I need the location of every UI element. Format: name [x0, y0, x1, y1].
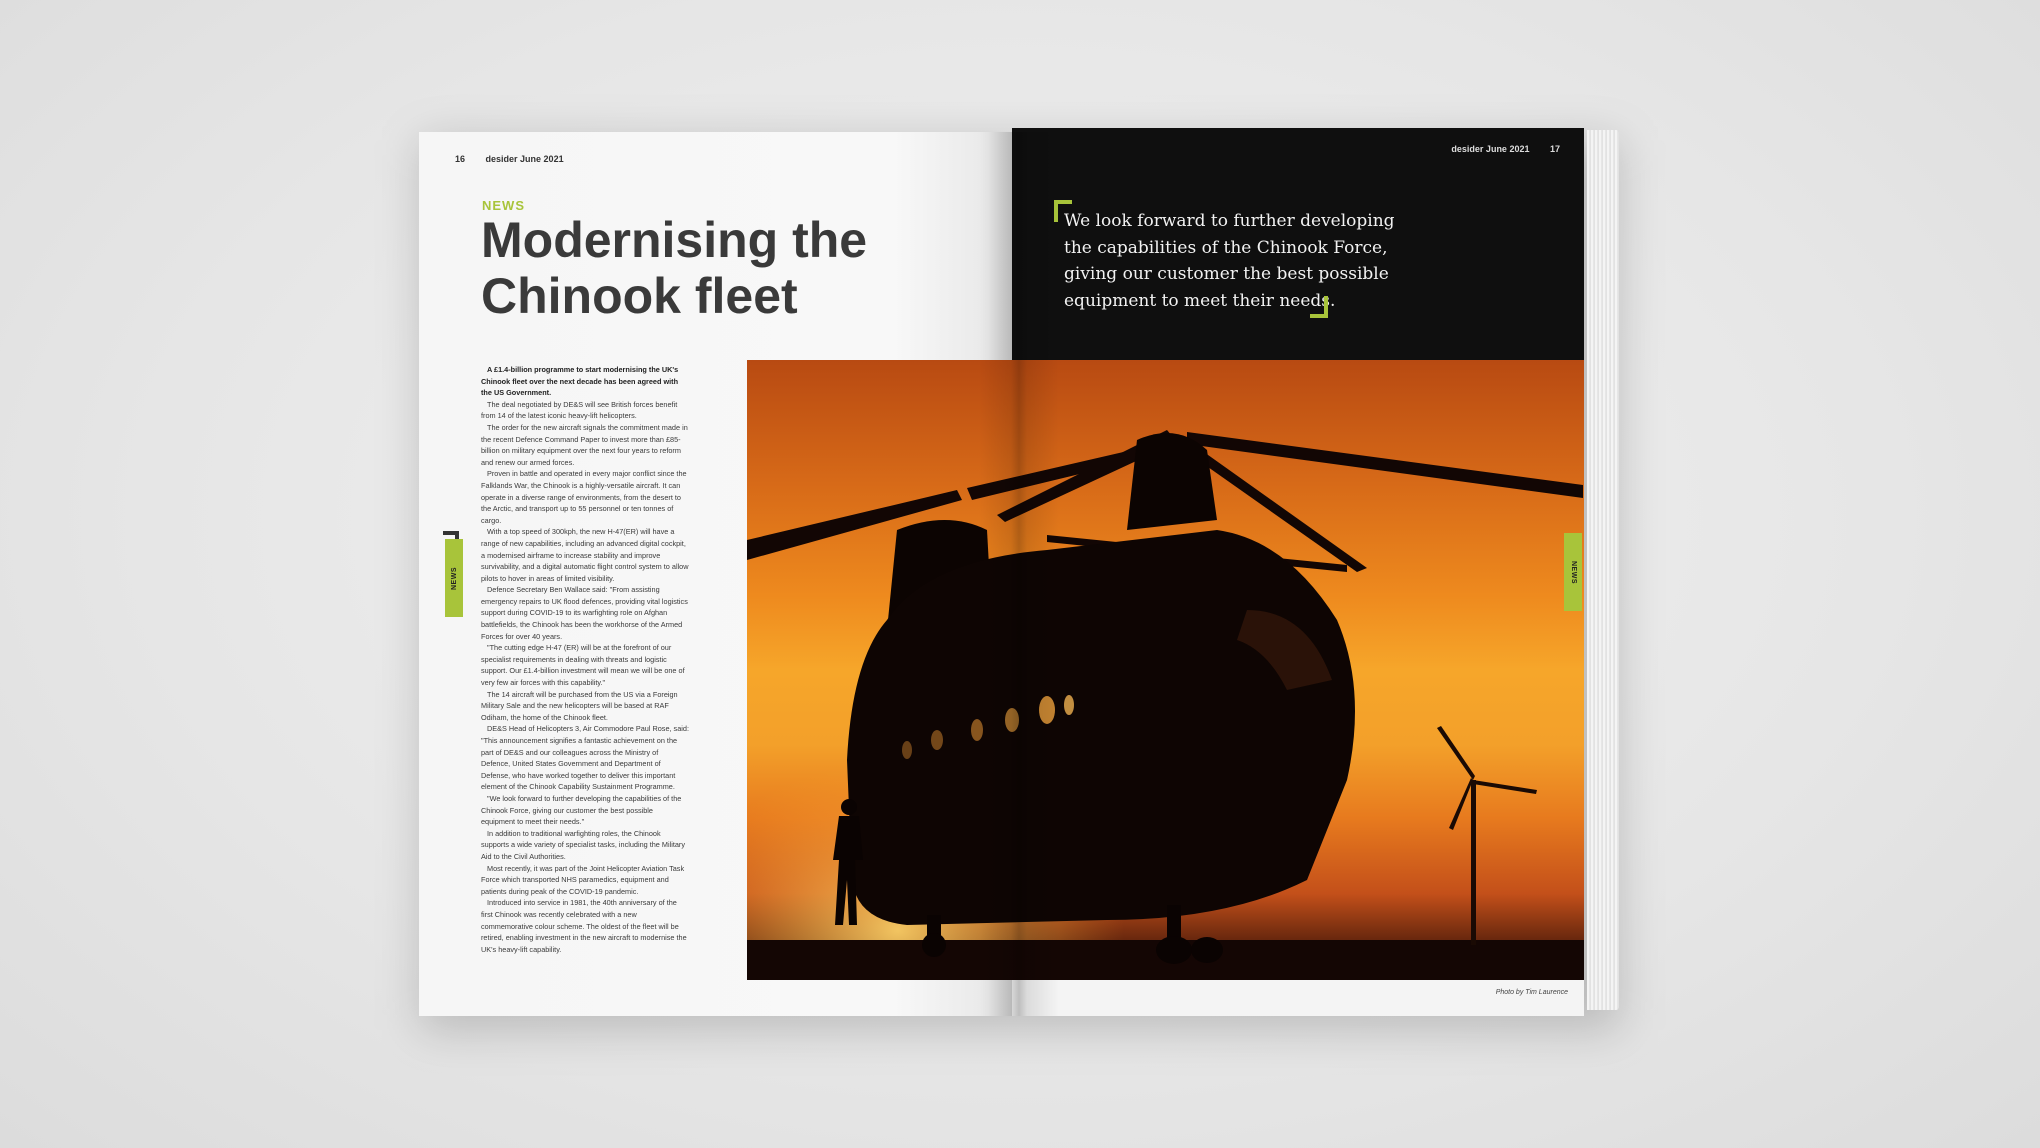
- page-edges: [1587, 130, 1619, 1010]
- section-kicker: NEWS: [482, 198, 525, 213]
- left-issue-label: desider June 2021: [485, 154, 564, 164]
- right-folio: [1451, 144, 1560, 154]
- right-news-side-tab-label: NEWS: [1569, 560, 1577, 584]
- quote-close-bracket: [1310, 296, 1328, 318]
- left-folio: [455, 154, 564, 164]
- pull-quote: We look forward to further developing the capabilities of the Chinook Force, giving our customer the best possible equipment to meet their needs.: [1064, 211, 1395, 311]
- body-paragraph: The order for the new aircraft signals the commitment made in the recent Defence Command Paper to invest more than £85-billion on military equipment over the next four years to reform and renew our armed forces.: [481, 422, 688, 467]
- magazine-spread: [419, 128, 1619, 1018]
- article-title: [481, 212, 901, 324]
- right-page-number: 17: [1549, 144, 1560, 154]
- right-news-side-tab: [1564, 533, 1582, 611]
- body-paragraph: With a top speed of 300kph, the new H-47(ER) will have a range of new capabilities, including an advanced digital cockpit, a modernised airframe to increase stability and improve survivability, and a digital automatic flight control system to allow pilots to hover in areas of limited visibility.: [481, 527, 689, 583]
- body-paragraph: Introduced into service in 1981, the 40th anniversary of the first Chinook was recently celebrated with a new commemorative colour scheme. The oldest of the fleet will be retired, enabling investment in the new aircraft to modernise the UK's heavy-lift capability.: [481, 898, 687, 954]
- body-paragraph: A £1.4-billion programme to start modernising the UK's Chinook fleet over the next decade has been agreed with the US Government.: [481, 365, 679, 398]
- photo-credit: Photo by Tim Laurence: [1495, 989, 1568, 996]
- article-body: [481, 364, 689, 955]
- right-issue-label: desider June 2021: [1451, 144, 1530, 154]
- article-title-line1: Modernising the: [481, 212, 868, 268]
- chinook-sunset-photo: [747, 360, 1584, 980]
- helicopter-silhouette-icon: [747, 360, 1584, 980]
- body-paragraph: The deal negotiated by DE&S will see British forces benefit from 14 of the latest iconic heavy-lift helicopters.: [481, 399, 678, 421]
- left-news-side-tab: [445, 539, 463, 617]
- left-news-side-tab-label: NEWS: [450, 566, 458, 590]
- article-title-line2: Chinook fleet: [481, 268, 798, 324]
- left-page-number: 16: [455, 154, 466, 164]
- body-paragraph: The 14 aircraft will be purchased from the US via a Foreign Military Sale and the new helicopters will be based at RAF Odiham, the home of the Chinook fleet.: [481, 689, 678, 722]
- body-paragraph: "We look forward to further developing the capabilities of the Chinook Force, giving our customer the best possible equipment to meet their needs.": [481, 793, 682, 827]
- body-paragraph: DE&S Head of Helicopters 3, Air Commodore Paul Rose, said: "This announcement signifies a fantastic achievement on the part of DE&S and our colleagues across the Ministry of Defence, United States Government and Department of Defense, who have worked together to deliver this important element of the Chinook Capability Sustainment Programme.: [481, 724, 689, 792]
- body-paragraph: Proven in battle and operated in every major conflict since the Falklands War, the Chinook is a highly-versatile aircraft. It can operate in a diverse range of environments, from the desert to the Arctic, and transport up to 55 personnel or ten tonnes of cargo.: [481, 469, 687, 525]
- body-paragraph: Most recently, it was part of the Joint Helicopter Aviation Task Force which transported NHS paramedics, equipment and patients during peak of the COVID-19 pandemic.: [481, 863, 685, 896]
- body-paragraph: Defence Secretary Ben Wallace said: "From assisting emergency repairs to UK flood defences, providing vital logistics support during COVID-19 to its warfighting role on Afghan battlefields, the Chinook has been the workhorse of the Armed Forces for over 40 years.: [481, 585, 688, 641]
- body-paragraph: "The cutting edge H-47 (ER) will be at the forefront of our specialist requirements in dealing with threats and logistic support. Our £1.4-billion investment will mean we will be one of very few air forces with this capability.": [481, 643, 685, 688]
- body-paragraph: In addition to traditional warfighting roles, the Chinook supports a wide variety of specialist tasks, including the Military Aid to the Civil Authorities.: [481, 828, 685, 861]
